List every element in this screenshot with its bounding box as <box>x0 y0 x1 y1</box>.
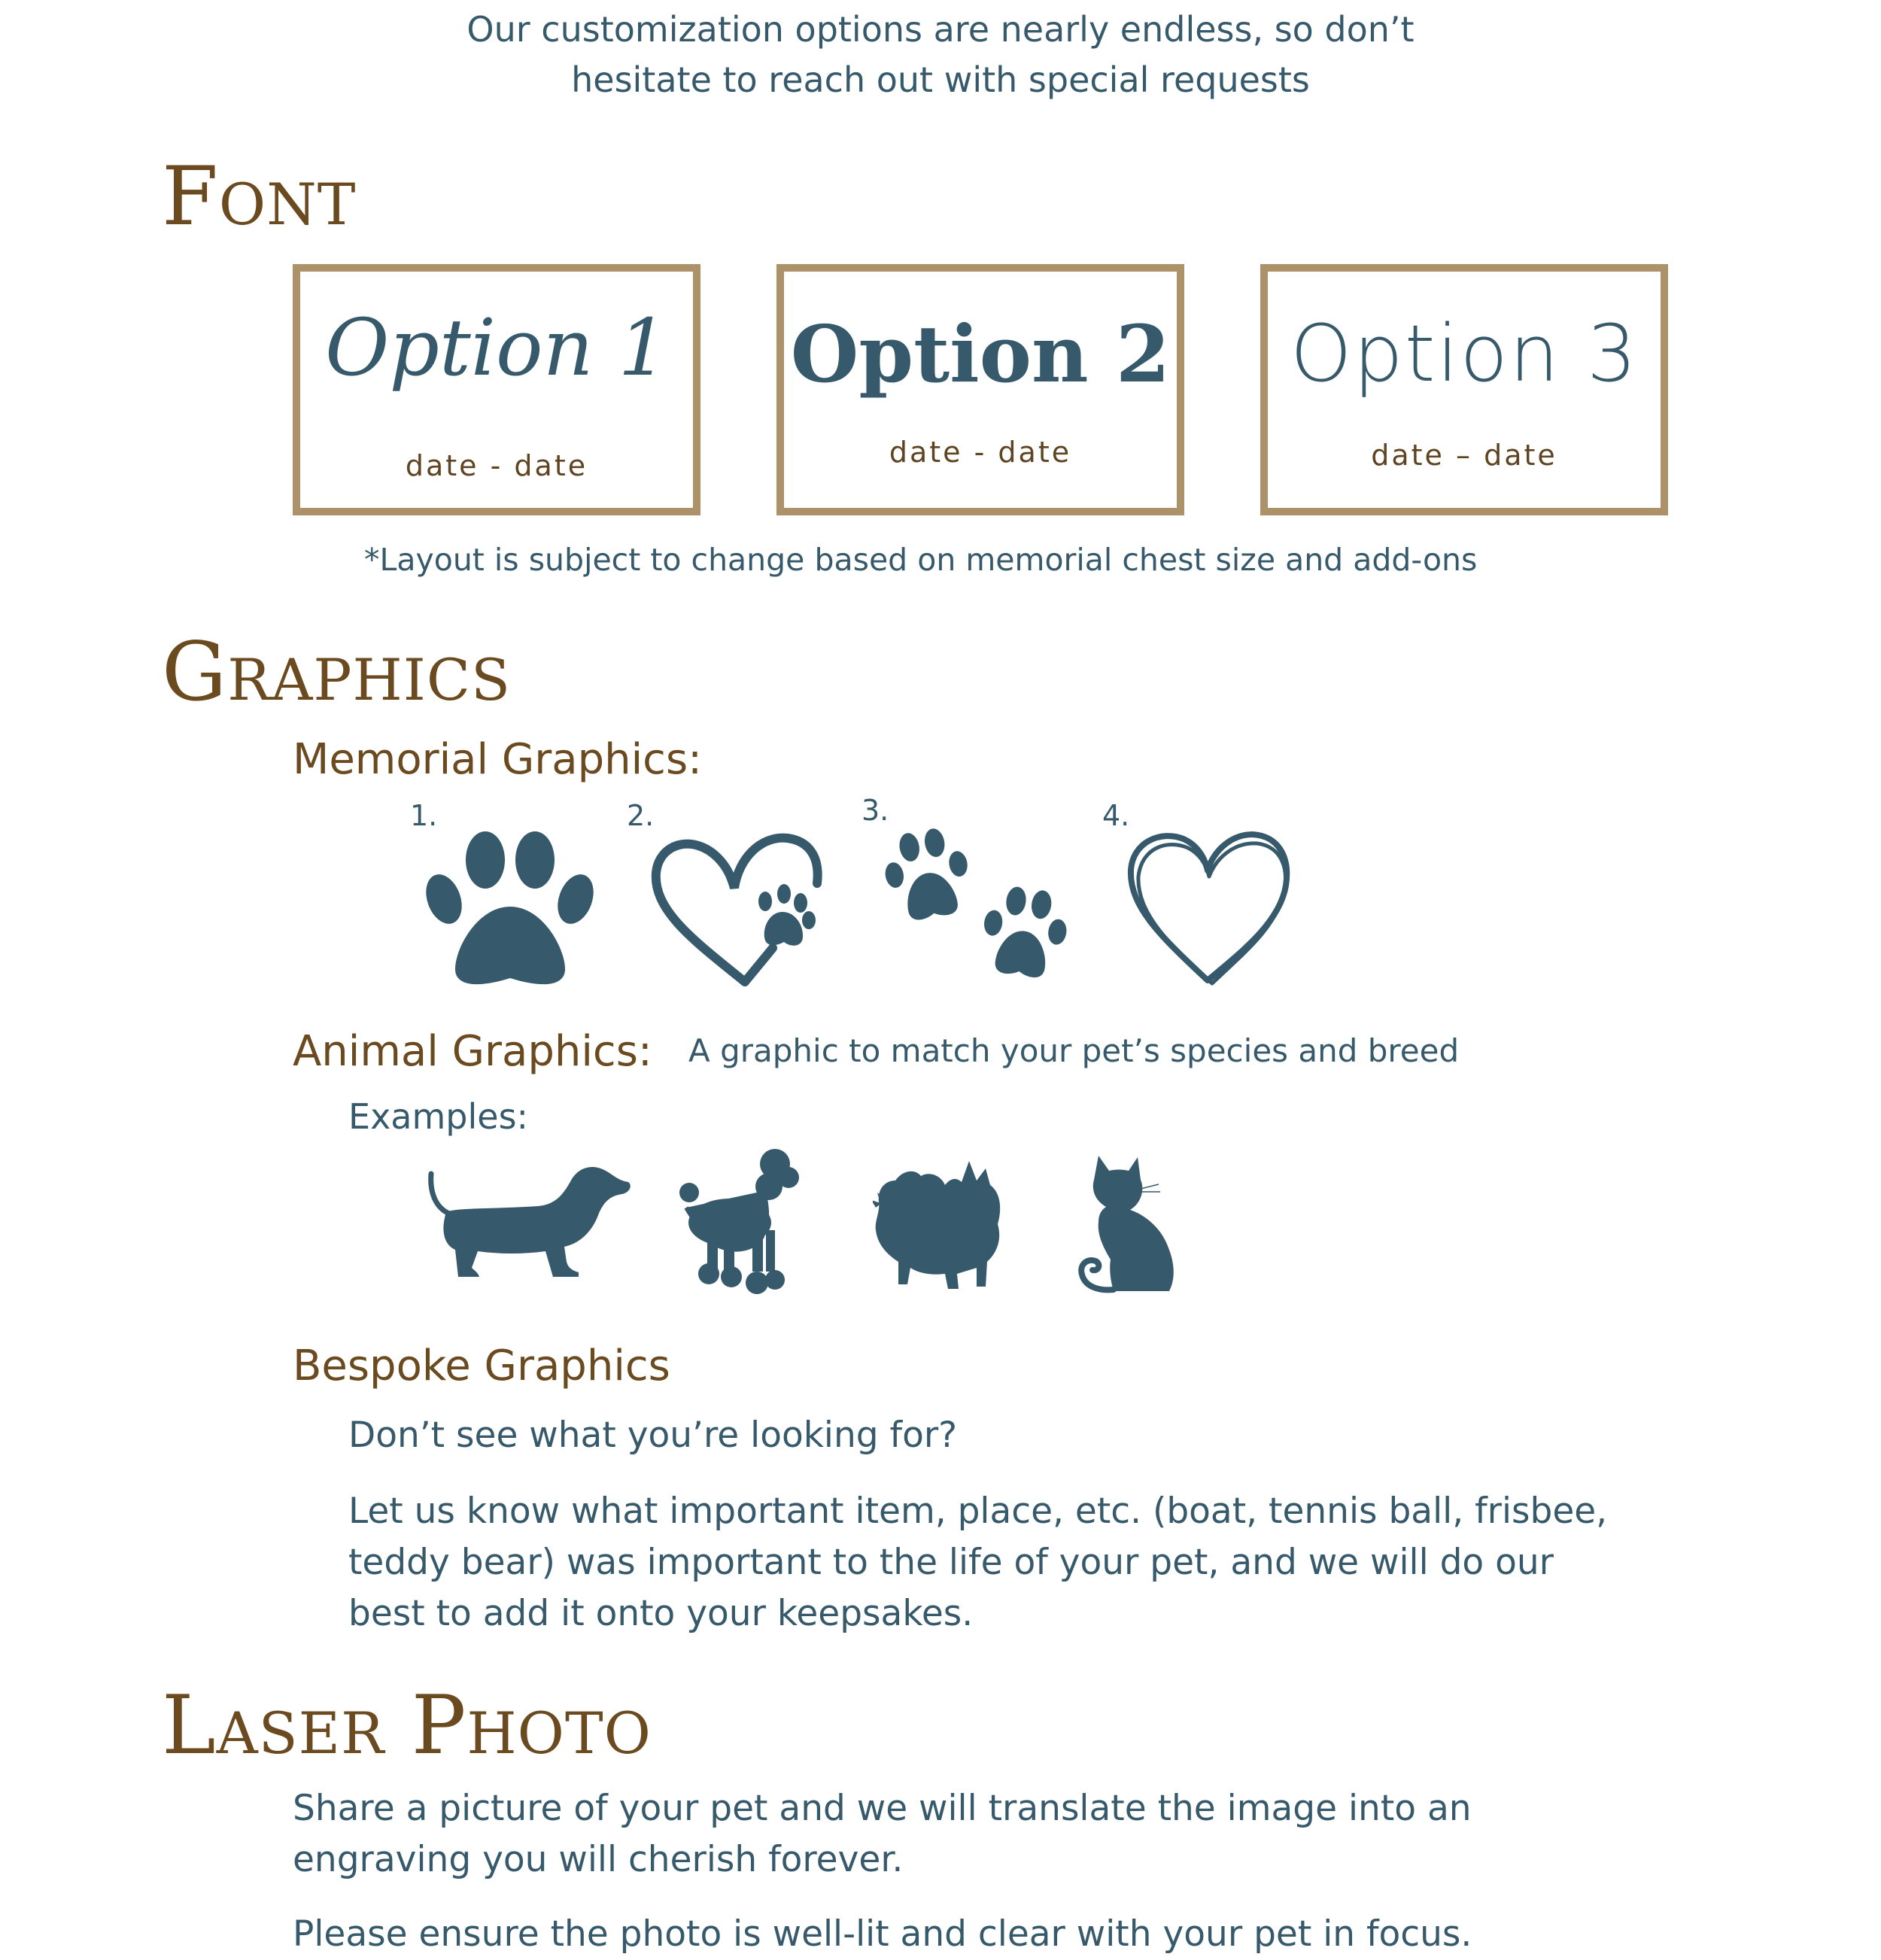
bespoke-question: Don’t see what you’re looking for? <box>348 1415 958 1456</box>
bespoke-description <box>348 1486 1607 1639</box>
laser-photo-description <box>293 1783 1472 1886</box>
layout-note: *Layout is subject to change based on memorial chest size and add-ons <box>364 542 1478 578</box>
heart-with-paw-icon[interactable] <box>649 828 829 989</box>
font-option-1-card[interactable] <box>293 264 700 515</box>
graphics-heading: Graphics <box>162 625 512 719</box>
laser-photo-heading: Laser Photo <box>162 1679 652 1773</box>
bespoke-line-1: Let us know what important item, place, etc. (boat, tennis ball, frisbee, <box>348 1491 1608 1532</box>
font-heading: Font <box>162 150 357 244</box>
memorial-number-1: 1. <box>410 799 438 832</box>
examples-label: Examples: <box>348 1096 529 1137</box>
bespoke-graphics-title: Bespoke Graphics <box>293 1342 670 1390</box>
laser-line-2: engraving you will cherish forever. <box>293 1839 904 1880</box>
intro-line-2: hesitate to reach out with special requests <box>571 59 1310 100</box>
dachshund-icon[interactable] <box>425 1162 632 1287</box>
memorial-number-2: 2. <box>627 799 655 832</box>
memorial-number-3: 3. <box>861 794 889 827</box>
animal-graphics-description: A graphic to match your pet’s species and breed <box>688 1032 1460 1069</box>
memorial-number-4: 4. <box>1102 799 1130 832</box>
font-option-2-date: date - date <box>889 436 1072 469</box>
cat-icon[interactable] <box>1076 1151 1189 1298</box>
bespoke-line-3: best to add it onto your keepsakes. <box>348 1593 974 1634</box>
font-option-2-label: Option 2 <box>790 308 1171 400</box>
laser-line-1: Share a picture of your pet and we will translate the image into an <box>293 1788 1472 1829</box>
font-option-3-label: Option 3 <box>1290 308 1639 400</box>
poodle-icon[interactable] <box>677 1147 809 1294</box>
two-paw-prints-icon[interactable] <box>884 828 1080 989</box>
font-option-3-card[interactable] <box>1260 264 1668 515</box>
bespoke-line-2: teddy bear) was important to the life of your pet, and we will do our <box>348 1542 1554 1583</box>
intro-text <box>0 5 1881 105</box>
sketched-heart-icon[interactable] <box>1123 824 1296 989</box>
font-option-2-card[interactable] <box>776 264 1184 515</box>
laser-photo-requirement: Please ensure the photo is well-lit and clear with your pet in focus. <box>293 1913 1472 1955</box>
paw-print-icon[interactable] <box>425 828 598 989</box>
memorial-graphics-title: Memorial Graphics: <box>293 735 703 784</box>
font-option-1-label: Option 1 <box>325 302 668 394</box>
font-option-3-date: date – date <box>1371 439 1557 472</box>
animal-graphics-title: Animal Graphics: <box>293 1027 652 1076</box>
intro-line-1: Our customization options are nearly endless, so don’t <box>466 9 1415 50</box>
pomeranian-icon[interactable] <box>873 1155 1008 1294</box>
font-option-1-date: date - date <box>405 449 588 482</box>
